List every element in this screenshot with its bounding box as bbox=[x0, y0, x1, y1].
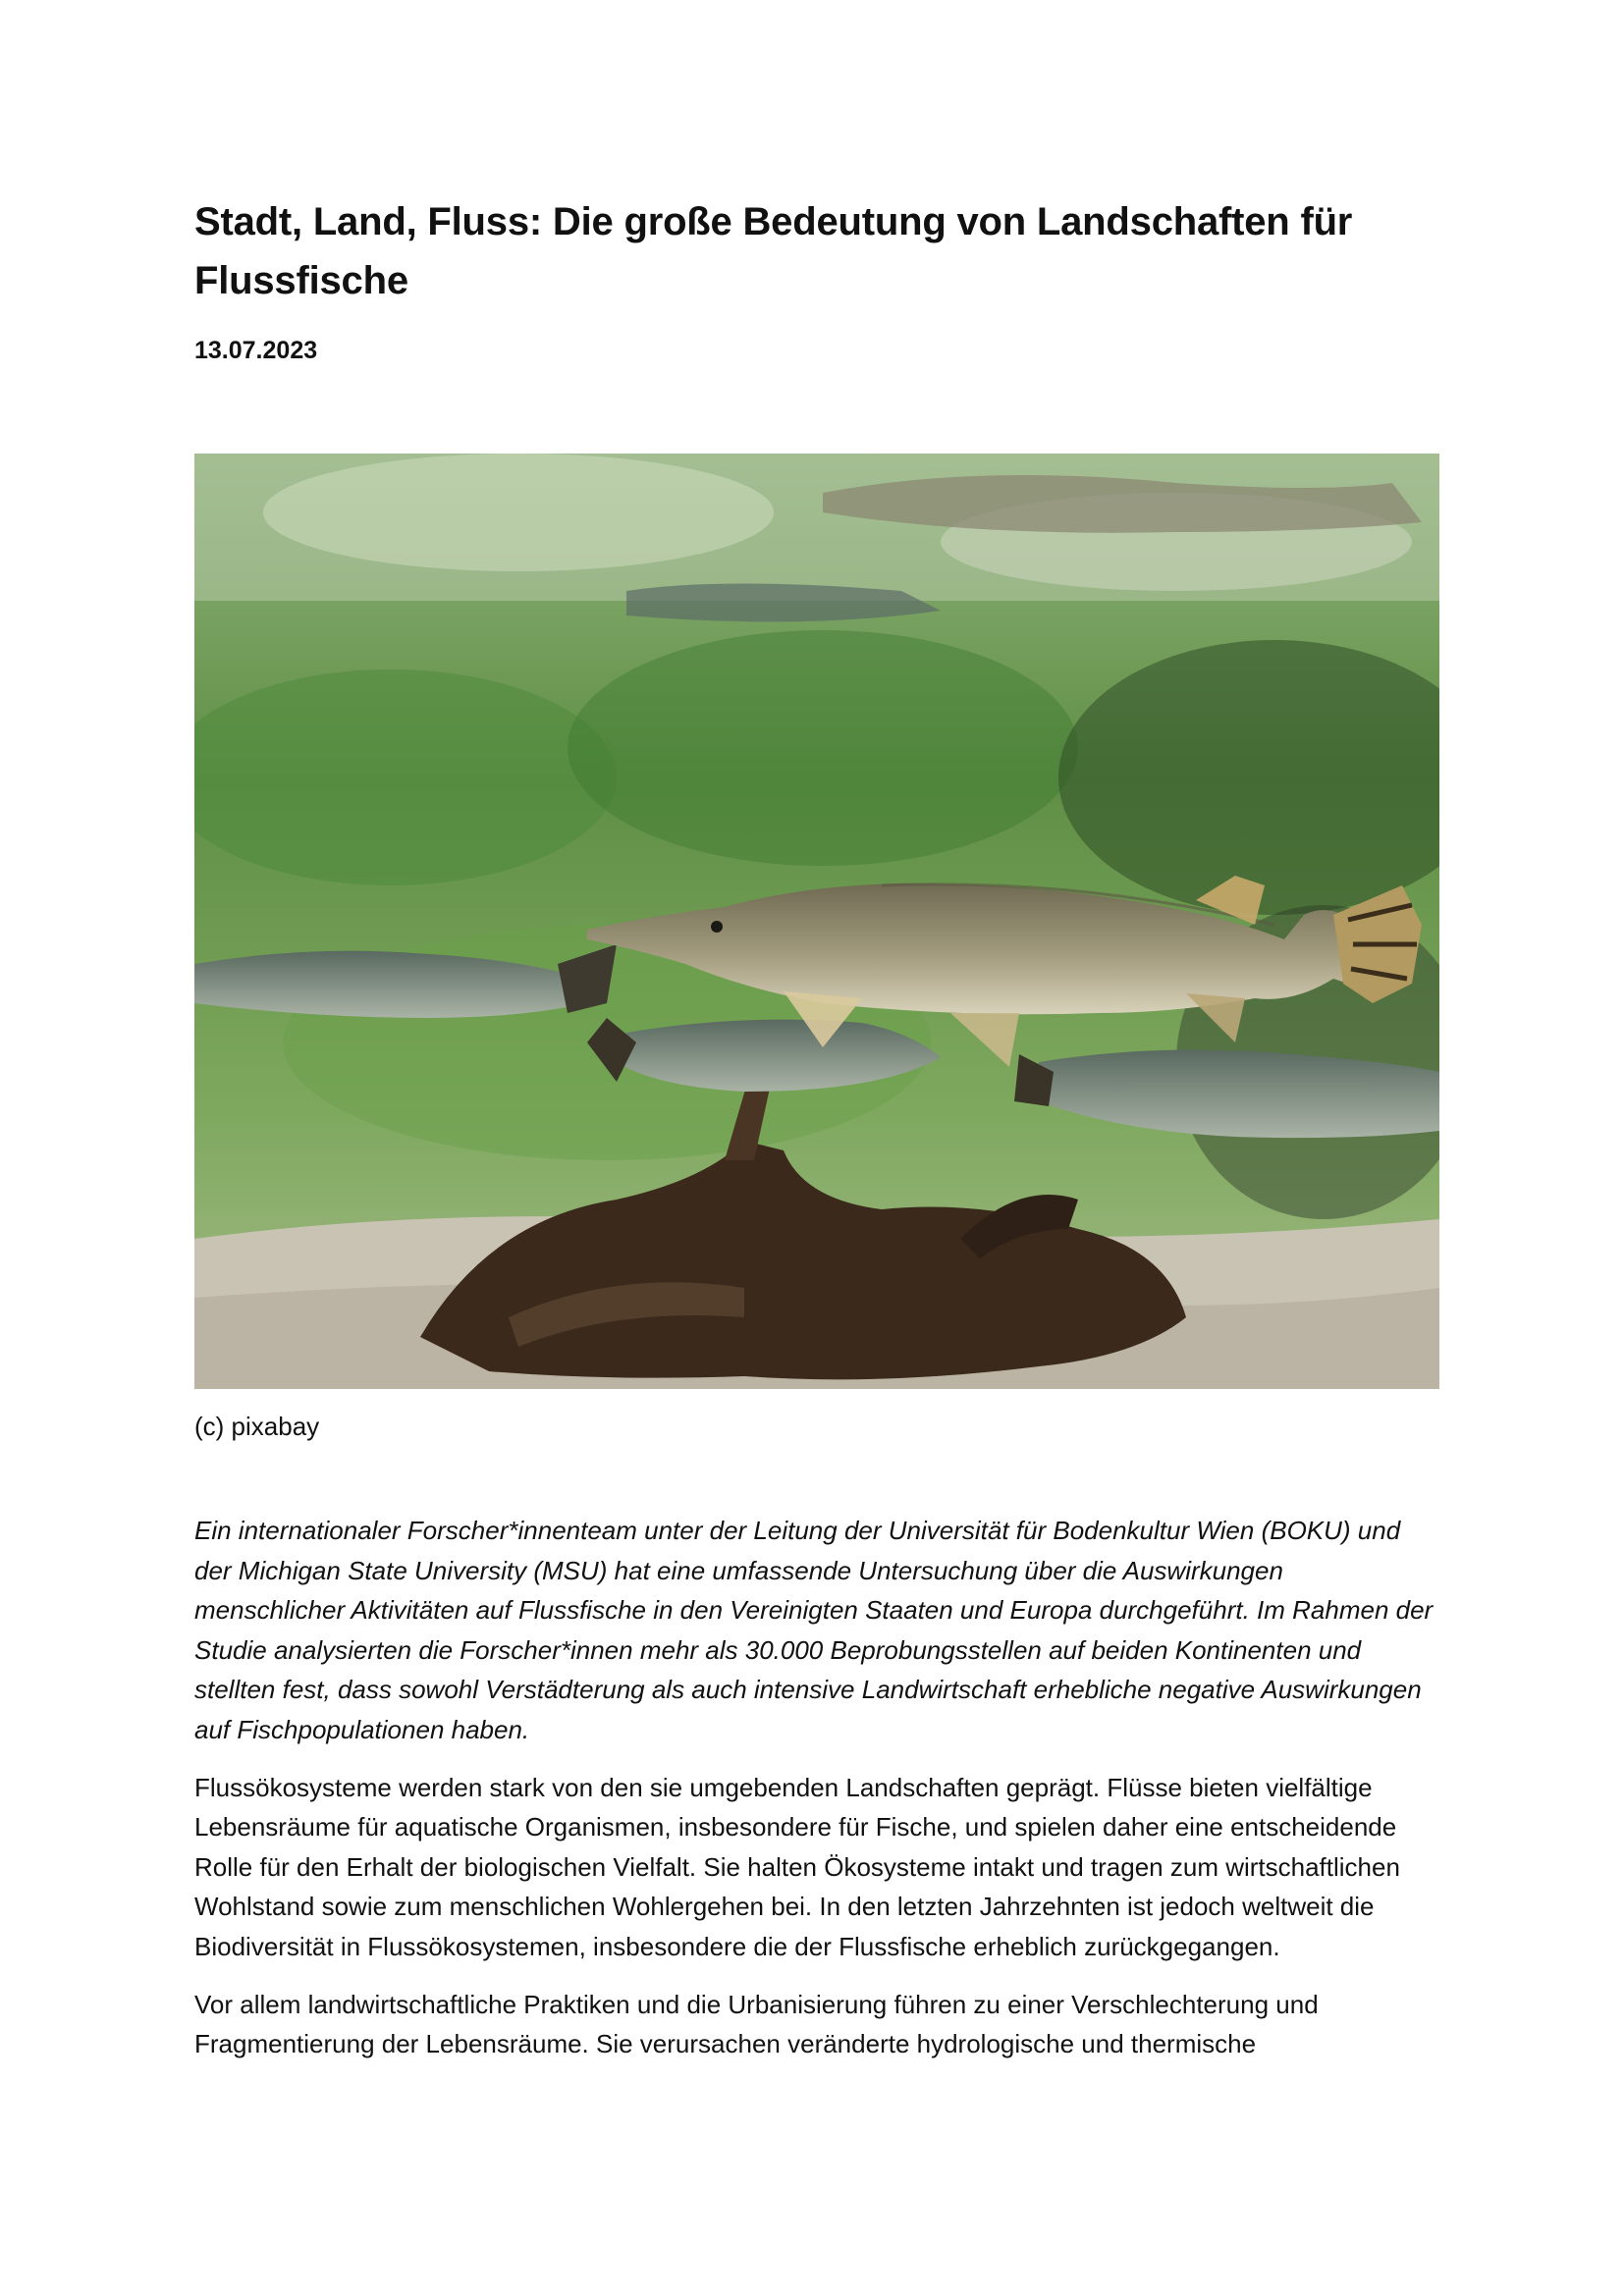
body-paragraph-1: Flussökosysteme werden stark von den sie umgebenden Landschaften geprägt. Flüsse bieten vielfältige Lebensräume für aquatische Organismen, insbesondere für Fische, und spielen daher eine entscheidende Rolle für den Erhalt der biologischen Vielfalt. Sie halten Ökosysteme intakt und tragen zum wirtschaftlichen Wohlstand sowie zum menschlichen Wohlergehen bei. In den letzten Jahrzehnten ist jedoch weltweit die Biodiversität in Flussökosystemen, insbesondere die der Flussfische erheblich zurückgegangen. bbox=[194, 1772, 1400, 1961]
article-title: Stadt, Land, Fluss: Die große Bedeutung von Landschaften für Flussfische bbox=[194, 200, 1353, 302]
body-paragraph-2: Vor allem landwirtschaftliche Praktiken und die Urbanisierung führen zu einer Verschlechterung und Fragmentierung der Lebensräume. Sie verursachen veränderte hydrologische und thermische bbox=[194, 1989, 1319, 2059]
image-caption: (c) pixabay bbox=[194, 1412, 320, 1441]
article-photo bbox=[194, 454, 1439, 1389]
article-date: 13.07.2023 bbox=[194, 337, 318, 364]
lead-paragraph: Ein internationaler Forscher*innenteam unter der Leitung der Universität für Bodenkultur Wien (BOKU) und der Michigan State University (MSU) hat eine umfassende Untersuchung über die Auswirkungen menschlicher Aktivitäten auf Flussfische in den Vereinigten Staaten und Europa durchgeführt. Im Rahmen der Studie analysierten die Forscher*innen mehr als 30.000 Beprobungsstellen auf beiden Kontinenten und stellten fest, dass sowohl Verstädterung als auch intensive Landwirtschaft erhebliche negative Auswirkungen auf Fischpopulationen haben. bbox=[194, 1516, 1434, 1744]
article bbox=[194, 192, 1439, 2064]
